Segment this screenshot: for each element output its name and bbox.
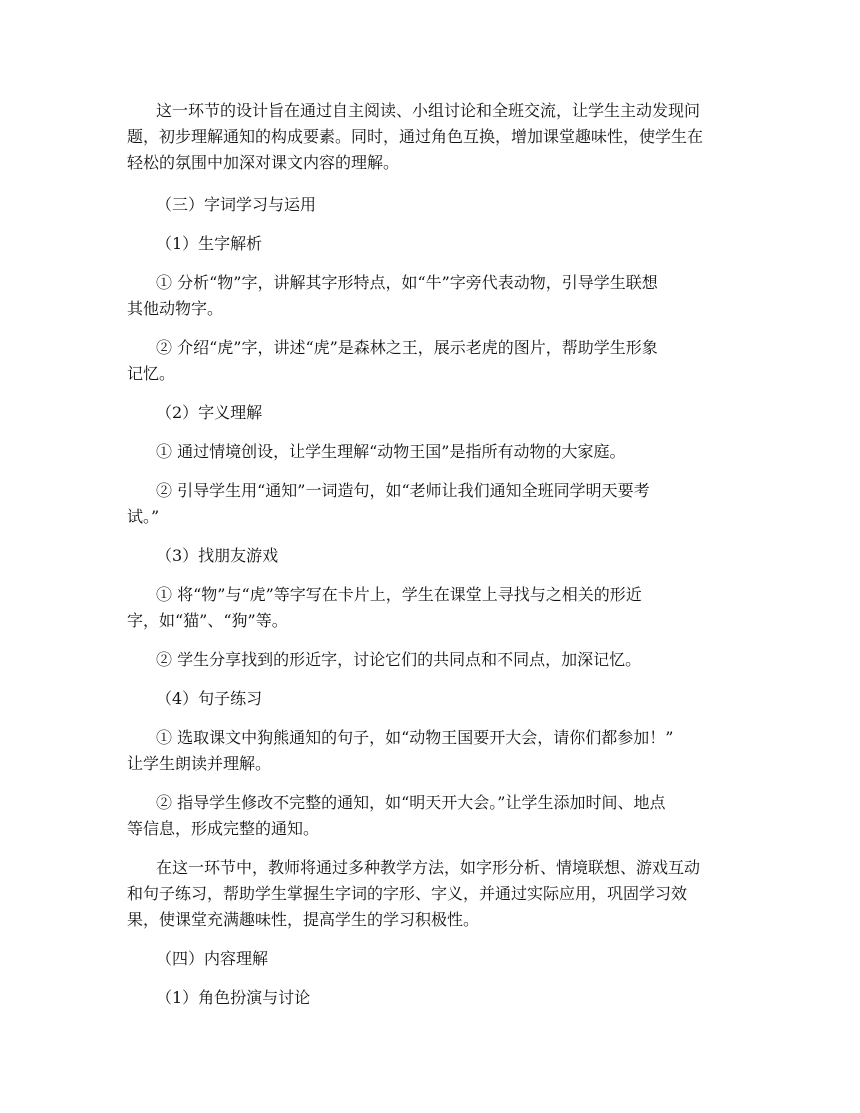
- subsection-1-heading: （1）生字解析: [156, 234, 263, 253]
- sub4-item-1-line-1: ① 选取课文中狗熊通知的句子，如“动物王国要开大会，请你们都参加！”: [156, 728, 674, 747]
- sub4-item-2-line-1: ② 指导学生修改不完整的通知，如“明天开大会。”让学生添加时间、地点: [156, 793, 666, 812]
- sub3-item-2: ② 学生分享找到的形近字，讨论它们的共同点和不同点，加深记忆。: [156, 650, 642, 669]
- sub2-item-2-line-1: ② 引导学生用“通知”一词造句，如“老师让我们通知全班同学明天要考: [156, 481, 650, 500]
- section-3-heading: （三）字词学习与运用: [156, 195, 317, 214]
- sub4-item-2-line-2: 等信息，形成完整的通知。: [127, 819, 320, 838]
- sub1-item-2-line-1: ② 介绍“虎”字，讲述“虎”是森林之王，展示老虎的图片，帮助学生形象: [156, 338, 658, 357]
- sub2-item-2-line-2: 试。”: [127, 507, 160, 526]
- subsection-4-heading: （4）句子练习: [156, 689, 263, 708]
- sub3-item-1-line-2: 字，如“猫”、“狗”等。: [127, 611, 288, 630]
- sub2-item-1: ① 通过情境创设，让学生理解“动物王国”是指所有动物的大家庭。: [156, 442, 626, 461]
- section-4-heading: （四）内容理解: [156, 949, 269, 968]
- intro-para-line-1: 这一环节的设计旨在通过自主阅读、小组讨论和全班交流，让学生主动发现问: [156, 101, 701, 120]
- sub3-item-1-line-1: ① 将“物”与“虎”等字写在卡片上，学生在课堂上寻找与之相关的形近: [156, 585, 642, 604]
- summary-para-line-1: 在这一环节中，教师将通过多种教学方法，如字形分析、情境联想、游戏互动: [156, 858, 701, 877]
- subsection-2-heading: （2）字义理解: [156, 403, 263, 422]
- sub1-item-1-line-2: 其他动物字。: [127, 299, 224, 318]
- sub4-item-1-line-2: 让学生朗读并理解。: [127, 754, 272, 773]
- sub1-item-1-line-1: ① 分析“物”字，讲解其字形特点，如“牛”字旁代表动物，引导学生联想: [156, 273, 658, 292]
- intro-para-line-3: 轻松的氛围中加深对课文内容的理解。: [127, 153, 400, 172]
- sub1-item-2-line-2: 记忆。: [127, 364, 176, 383]
- intro-para-line-2: 题，初步理解通知的构成要素。同时，通过角色互换，增加课堂趣味性，使学生在: [127, 127, 704, 146]
- subsection-3-heading: （3）找朋友游戏: [156, 546, 279, 565]
- summary-para-line-3: 果，使课堂充满趣味性，提高学生的学习积极性。: [127, 910, 480, 929]
- summary-para-line-2: 和句子练习，帮助学生掌握生字词的字形、字义，并通过实际应用，巩固学习效: [127, 884, 688, 903]
- section-4-subsection-1-heading: （1）角色扮演与讨论: [156, 988, 311, 1007]
